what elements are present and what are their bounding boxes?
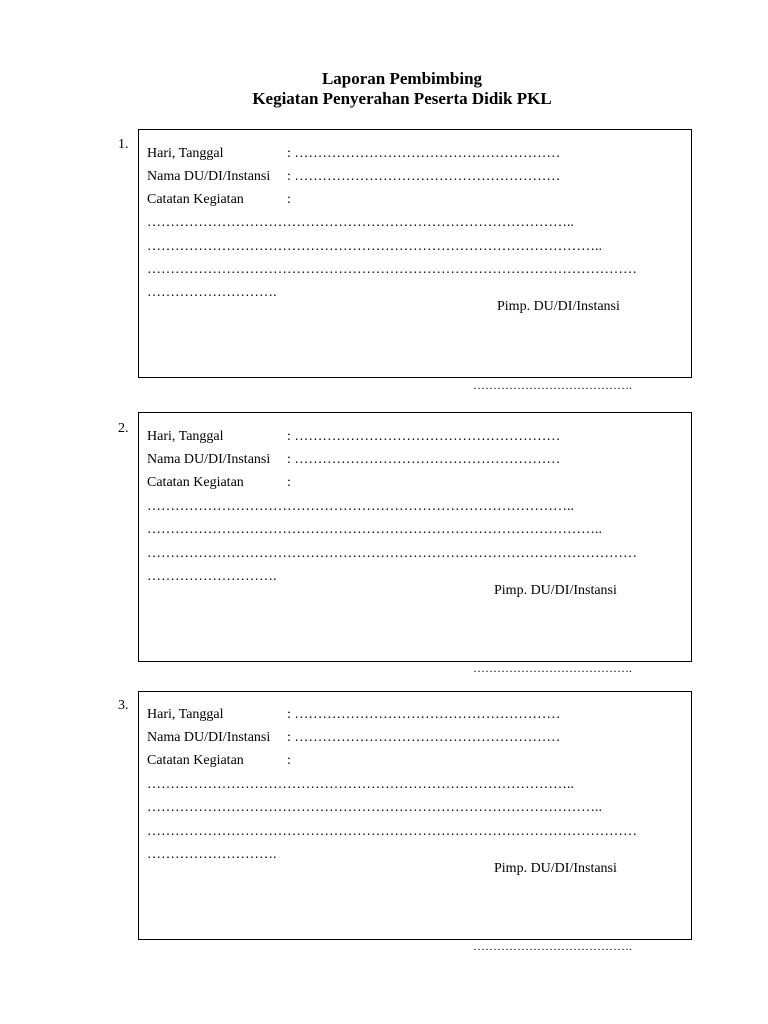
nama-instansi-row <box>147 729 560 747</box>
document-subtitle: Kegiatan Penyerahan Peserta Didik PKL <box>252 89 552 108</box>
catatan-line-4[interactable]: ………………………. <box>147 569 277 584</box>
signature-line[interactable]: …………………………………. <box>473 378 632 392</box>
document-title: Laporan Pembimbing <box>321 69 483 88</box>
catatan-line-3[interactable]: …………………………………………………………………………………………… <box>147 546 637 561</box>
nama-instansi-label: Nama DU/DI/Instansi <box>147 730 271 745</box>
catatan-colon: : <box>287 753 291 768</box>
catatan-row <box>147 474 291 492</box>
hari-tanggal-row <box>147 706 560 724</box>
signature-label: Pimp. DU/DI/Instansi <box>497 299 620 314</box>
catatan-line-2[interactable]: …………………………………………………………………………………….. <box>147 800 602 815</box>
section-number: 3. <box>118 698 129 713</box>
hari-tanggal-row <box>147 145 560 163</box>
catatan-line-2[interactable]: …………………………………………………………………………………….. <box>147 239 602 254</box>
catatan-label: Catatan Kegiatan <box>147 753 244 768</box>
catatan-line-1[interactable]: ……………………………………………………………………………….. <box>147 777 574 792</box>
hari-tanggal-field[interactable]: : ………………………………………………… <box>287 707 561 722</box>
hari-tanggal-field[interactable]: : ………………………………………………… <box>287 146 561 161</box>
hari-tanggal-label: Hari, Tanggal <box>147 707 224 722</box>
nama-instansi-field[interactable]: : ………………………………………………… <box>287 452 561 467</box>
nama-instansi-field[interactable]: : ………………………………………………… <box>287 730 561 745</box>
catatan-line-4[interactable]: ………………………. <box>147 847 277 862</box>
signature-label: Pimp. DU/DI/Instansi <box>494 861 617 876</box>
section-number: 1. <box>118 137 129 152</box>
signature-line[interactable]: …………………………………. <box>473 939 632 953</box>
catatan-line-3[interactable]: …………………………………………………………………………………………… <box>147 824 637 839</box>
hari-tanggal-row <box>147 428 560 446</box>
catatan-colon: : <box>287 475 291 490</box>
catatan-label: Catatan Kegiatan <box>147 192 244 207</box>
catatan-colon: : <box>287 192 291 207</box>
catatan-row <box>147 752 291 770</box>
signature-label: Pimp. DU/DI/Instansi <box>494 583 617 598</box>
nama-instansi-field[interactable]: : ………………………………………………… <box>287 169 561 184</box>
catatan-line-1[interactable]: ……………………………………………………………………………….. <box>147 215 574 230</box>
section-number: 2. <box>118 421 129 436</box>
hari-tanggal-field[interactable]: : ………………………………………………… <box>287 429 561 444</box>
nama-instansi-label: Nama DU/DI/Instansi <box>147 452 271 467</box>
nama-instansi-row <box>147 451 560 469</box>
catatan-line-4[interactable]: ………………………. <box>147 285 277 300</box>
nama-instansi-row <box>147 168 560 186</box>
catatan-line-2[interactable]: …………………………………………………………………………………….. <box>147 522 602 537</box>
catatan-label: Catatan Kegiatan <box>147 475 244 490</box>
signature-line[interactable]: …………………………………. <box>473 661 632 675</box>
nama-instansi-label: Nama DU/DI/Instansi <box>147 169 271 184</box>
hari-tanggal-label: Hari, Tanggal <box>147 429 224 444</box>
catatan-line-1[interactable]: ……………………………………………………………………………….. <box>147 499 574 514</box>
hari-tanggal-label: Hari, Tanggal <box>147 146 224 161</box>
catatan-row <box>147 191 291 209</box>
catatan-line-3[interactable]: …………………………………………………………………………………………… <box>147 262 637 277</box>
